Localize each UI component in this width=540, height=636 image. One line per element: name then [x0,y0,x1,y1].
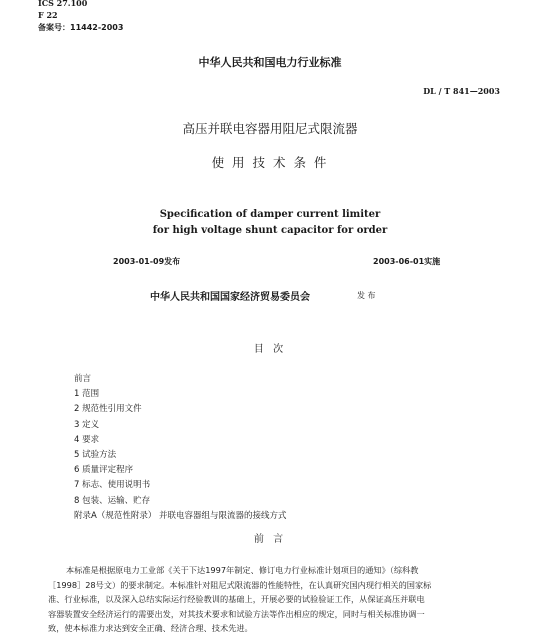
toc-heading: 目 次 [253,344,287,355]
effective-date: 2003-06-01实施 [373,257,441,266]
title-cn-line1: 高压并联电容器用阻尼式限流器 [182,121,358,136]
toc-item: 7 标志、使用说明书 [74,480,151,491]
publisher: 中华人民共和国国家经济贸易委员会 [150,292,310,303]
record-number: 备案号：11442-2003 [38,23,124,32]
title-cn-line2: 使 用 技 术 条 件 [211,155,329,170]
foreword-paragraph [48,563,508,636]
foreword-heading: 前 言 [253,534,287,545]
title-en-line1: Specification of damper current limiter [159,209,381,220]
toc-item: 附录A（规范性附录） 并联电容器组与限流器的接线方式 [74,510,287,521]
foreword-line: 容器装置安全经济运行的需要出发，对其技术要求和试验方法等作出相应的规定，同时与相关标准协调一 [48,608,425,619]
classification-code: F 22 [38,10,58,20]
toc-item: 5 试验方法 [74,450,117,461]
toc-item: 4 要求 [74,434,100,445]
foreword-line: 本标准是根据原电力工业部《关于下达1997年制定、修订电力行业标准计划项目的通知》（综科教 [66,565,419,575]
toc-item: 3 定义 [74,419,100,430]
title-en-line2: for high voltage shunt capacitor for order [152,225,388,236]
publish-label: 发 布 [357,291,376,300]
toc-item: 2 规范性引用文件 [74,404,142,415]
table-of-contents [74,372,287,524]
toc-item: 1 范围 [74,389,100,400]
toc-item: 6 质量评定程序 [74,465,134,476]
toc-item: 前言 [74,374,92,384]
toc-item: 8 包装、运输、贮存 [74,495,151,506]
foreword-line: 准、行业标准，以及深入总结实际运行经验教训的基础上，开展必要的试验验证工作，从保证高压并联电 [48,594,425,605]
standard-number: DL / T 841—2003 [423,86,500,96]
foreword-line: 致，使本标准力求达到安全正确、经济合理、技术先进。 [48,623,253,634]
ics-code: ICS 27.100 [38,0,88,8]
issue-date: 2003-01-09发布 [113,257,181,266]
standard-body: 中华人民共和国电力行业标准 [198,56,342,69]
foreword-line: ［1998］28号文）的要求制定。本标准针对阻尼式限流器的性能特性，在认真研究国内现行相关的国家标 [48,579,432,590]
